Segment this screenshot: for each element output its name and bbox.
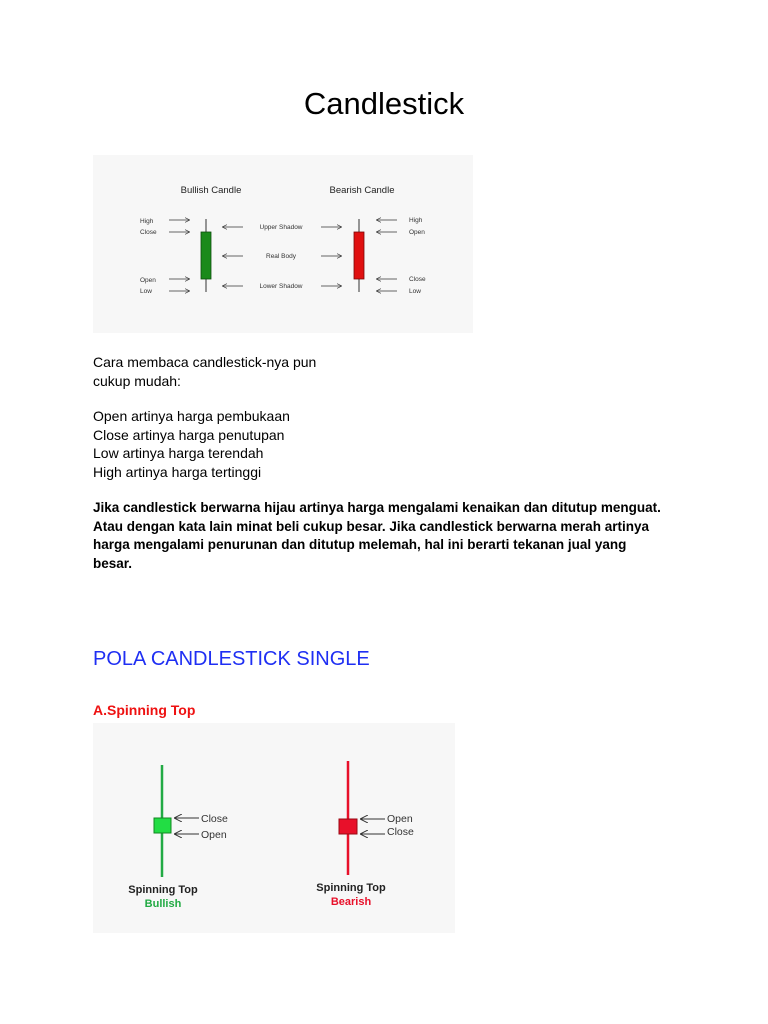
bullish-spinning-body bbox=[154, 818, 171, 833]
subsection-heading: A.Spinning Top bbox=[93, 702, 196, 718]
bearish-body bbox=[354, 232, 364, 279]
color-meaning-paragraph: Jika candlestick berwarna hijau artinya harga mengalami kenaikan dan ditutup menguat. Atau dengan kata lain minat beli cukup besar. Jika candlestick berwarna merah artinya harga mengalami penurunan dan ditutup melemah, hal ini berarti tekanan jual yang besar. bbox=[93, 500, 661, 571]
section-heading: POLA CANDLESTICK SINGLE bbox=[93, 648, 370, 670]
label-real-body: Real Body bbox=[266, 253, 296, 260]
definition-close: Close artinya harga penutupan bbox=[93, 426, 285, 443]
label-lower-shadow: Lower Shadow bbox=[259, 283, 303, 290]
label-bull-spinning-top: Spinning Top bbox=[128, 884, 198, 896]
spinning-top-figure bbox=[93, 723, 455, 933]
label-bearish: Bearish bbox=[330, 896, 372, 908]
label-right-close: Close bbox=[409, 276, 426, 283]
candle-anatomy-figure bbox=[93, 155, 473, 333]
definitions-list bbox=[93, 407, 493, 481]
label-bear-close: Close bbox=[387, 826, 414, 838]
label-left-close: Close bbox=[140, 229, 157, 236]
label-left-low: Low bbox=[140, 288, 152, 295]
page-title: Candlestick bbox=[303, 86, 465, 121]
intro-paragraph: Cara membaca candlestick-nya pun cukup mudah: bbox=[93, 354, 317, 389]
definition-high: High artinya harga tertinggi bbox=[93, 463, 262, 480]
bullish-candle-title: Bullish Candle bbox=[180, 185, 242, 196]
label-bullish: Bullish bbox=[144, 898, 182, 910]
label-bear-open: Open bbox=[387, 813, 413, 825]
definition-low: Low artinya harga terendah bbox=[93, 445, 264, 461]
label-right-open: Open bbox=[409, 229, 425, 236]
bullish-body bbox=[201, 232, 211, 279]
bearish-spinning-body bbox=[339, 819, 357, 834]
label-bull-open: Open bbox=[201, 829, 227, 841]
bearish-candle-title: Bearish Candle bbox=[329, 185, 395, 196]
label-left-high: High bbox=[140, 218, 154, 225]
label-bear-spinning-top: Spinning Top bbox=[316, 882, 386, 894]
label-right-low: Low bbox=[409, 288, 421, 295]
label-bull-close: Close bbox=[201, 813, 228, 825]
candle-anatomy-diagram bbox=[93, 155, 473, 333]
label-upper-shadow: Upper Shadow bbox=[259, 224, 303, 231]
label-right-high: High bbox=[409, 217, 423, 224]
label-left-open: Open bbox=[140, 277, 156, 284]
definition-open: Open artinya harga pembukaan bbox=[93, 408, 290, 424]
spinning-top-diagram bbox=[93, 723, 455, 933]
